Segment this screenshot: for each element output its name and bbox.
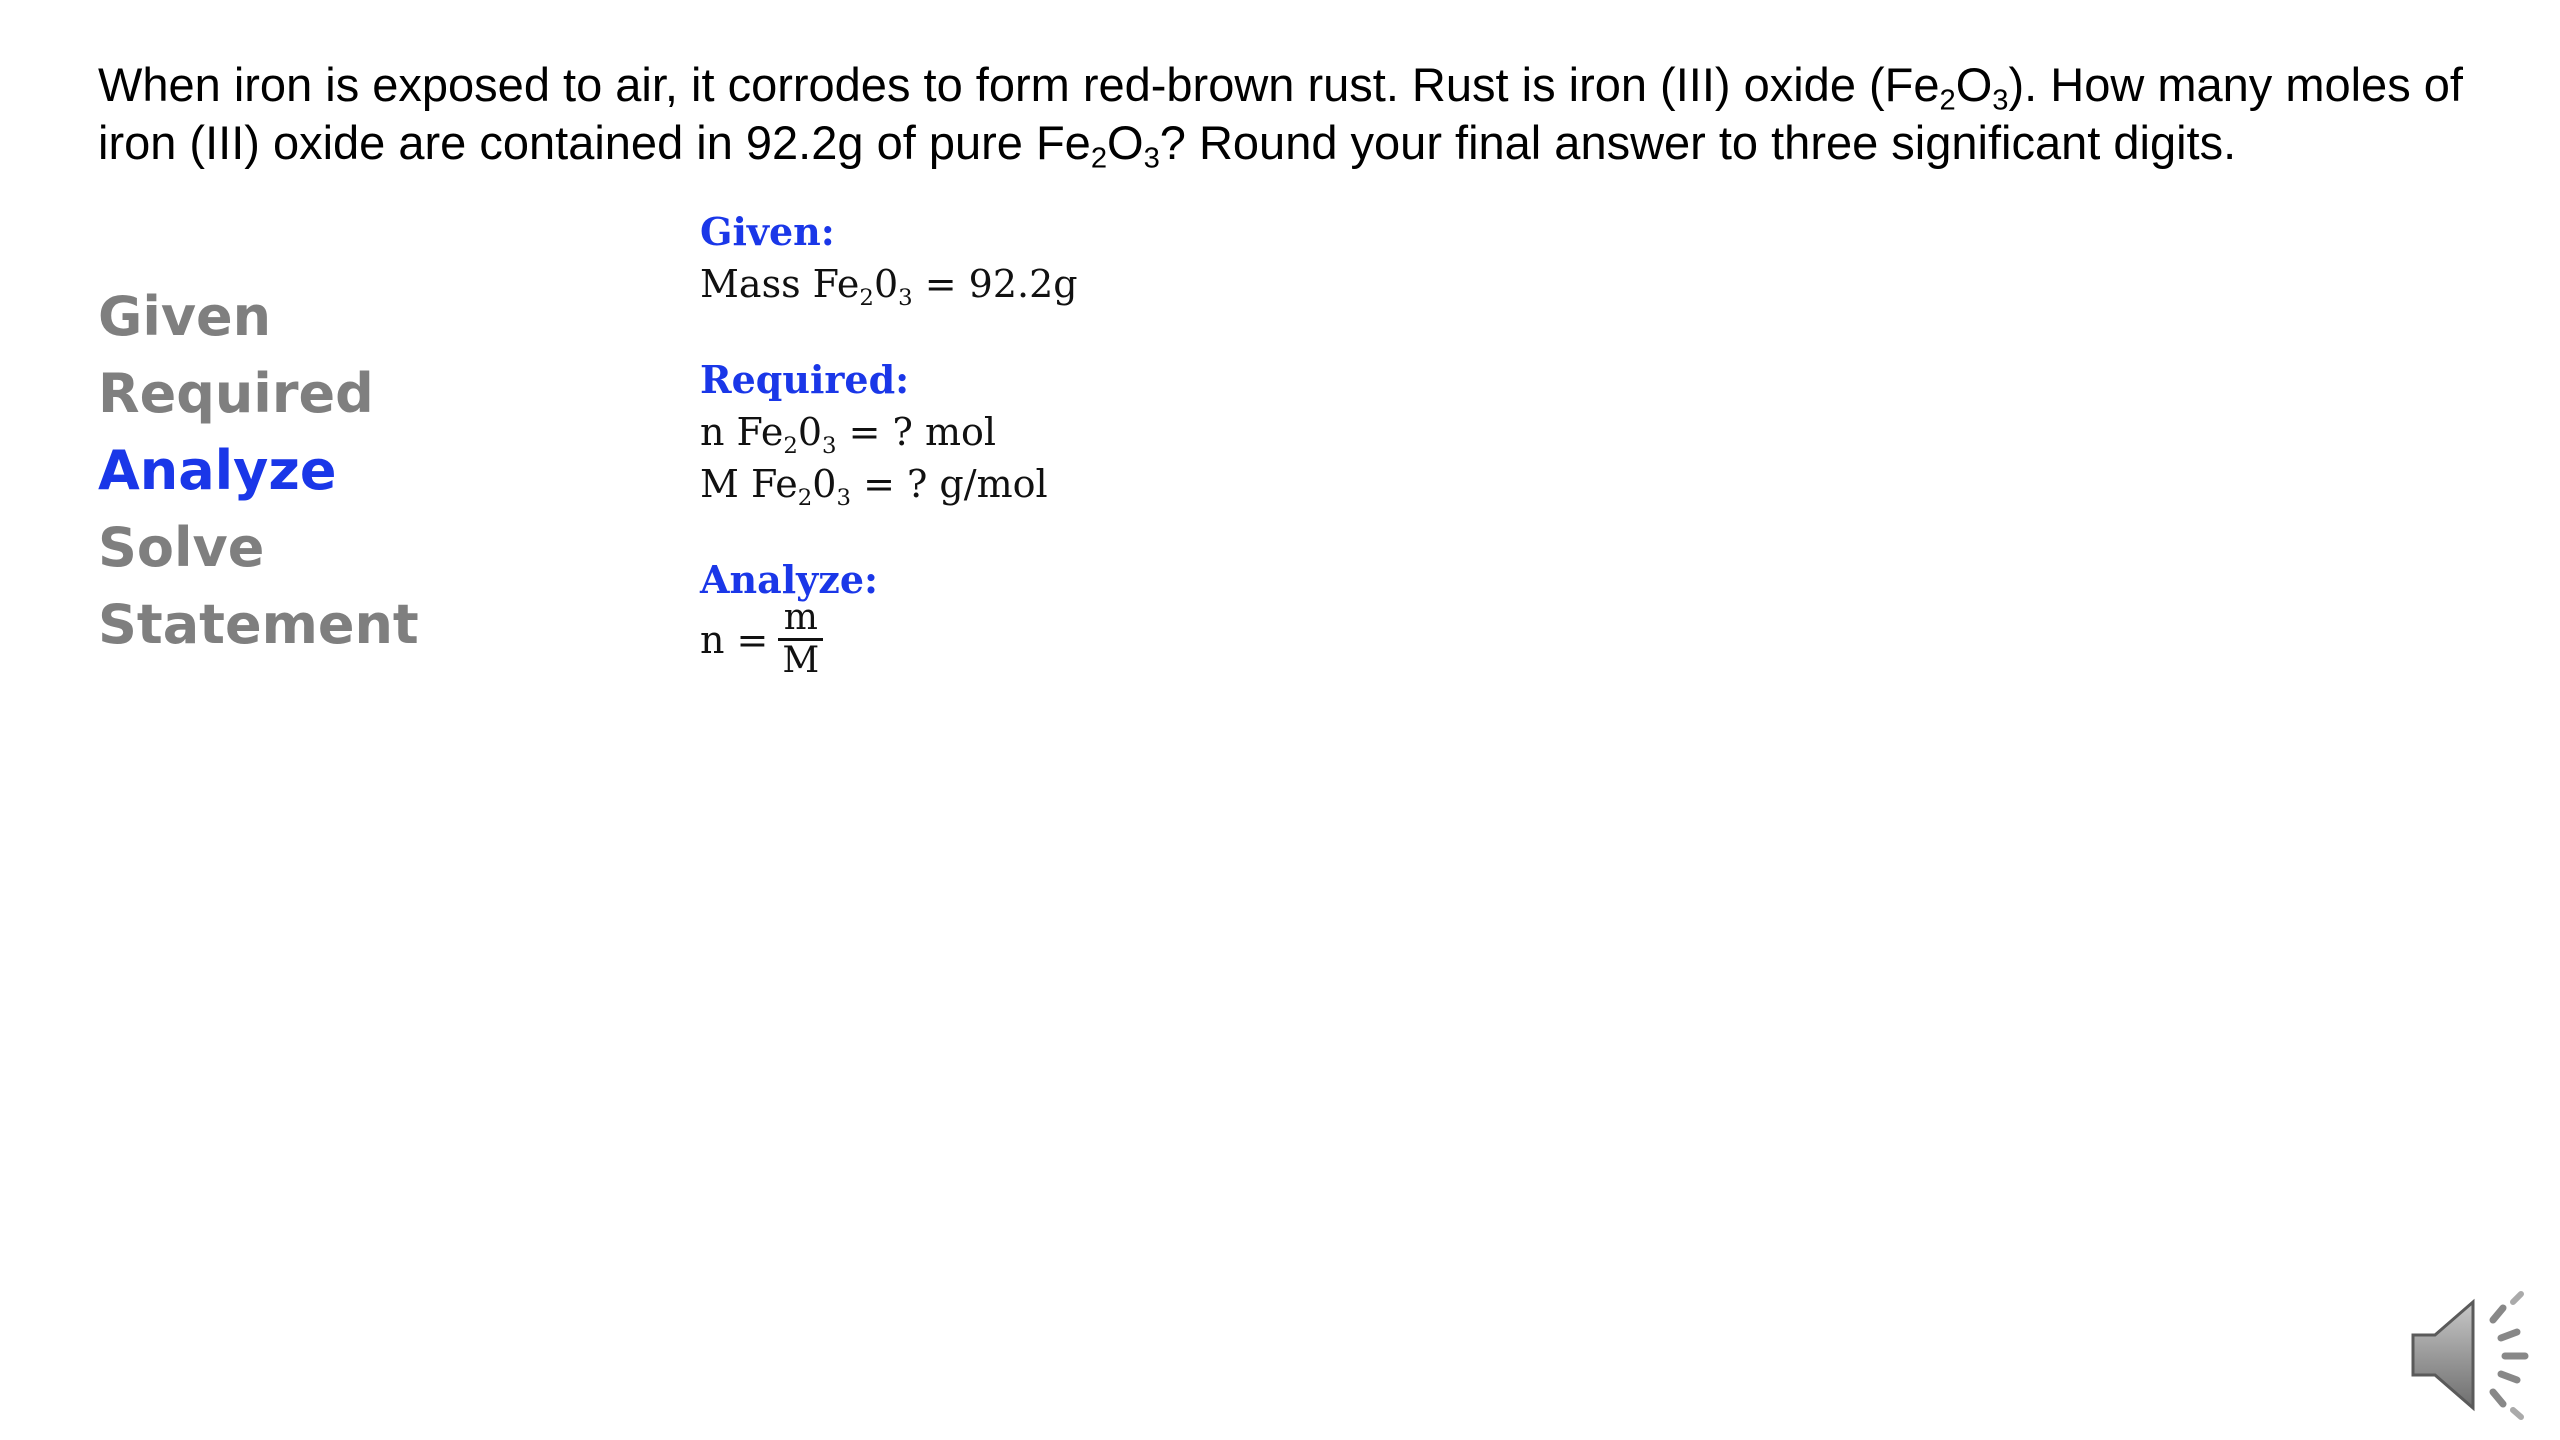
question-part: ). How many moles of iron (III) oxide are contained in 92.2g of pure Fe (98, 58, 2463, 169)
given-block (700, 206, 1078, 310)
subscript: 3 (822, 432, 837, 459)
text: M Fe (700, 462, 798, 506)
moles-formula (700, 598, 1078, 681)
text: 0 (812, 462, 837, 506)
formula-numerator: m (783, 597, 818, 638)
required-molar-mass-line (700, 458, 1078, 510)
question-part: ? Round your final answer to three significant digits. (1159, 116, 2237, 169)
formula-fraction (778, 598, 823, 681)
analyze-block (700, 554, 1078, 681)
speaker-audio-icon[interactable] (2405, 1290, 2545, 1420)
text: n Fe (700, 410, 784, 454)
question-part: O (1107, 116, 1144, 169)
required-moles-line (700, 406, 1078, 458)
question-part: When iron is exposed to air, it corrodes to form red-brown rust. Rust is iron (III) oxide (Fe (98, 58, 1940, 111)
subscript: 2 (1939, 84, 1956, 117)
question-part: O (1955, 58, 1993, 111)
step-statement: Statement (98, 593, 419, 656)
steps-list (98, 278, 419, 663)
question-text (98, 56, 2478, 175)
text: 0 (873, 262, 899, 306)
work-panel (700, 206, 1078, 725)
subscript: 3 (898, 284, 913, 311)
step-solve: Solve (98, 516, 265, 579)
step-analyze: Analyze (98, 439, 337, 502)
formula-lhs: n = (700, 617, 769, 662)
subscript: 3 (836, 484, 851, 511)
subscript: 2 (859, 284, 874, 311)
subscript: 3 (1143, 142, 1160, 175)
given-mass-line (700, 258, 1078, 310)
text: = ? g/mol (850, 462, 1048, 506)
text: = 92.2g (912, 262, 1078, 306)
given-heading: Given: (700, 209, 835, 254)
step-required: Required (98, 362, 374, 425)
subscript: 3 (1992, 84, 2009, 117)
required-heading: Required: (700, 357, 910, 402)
formula-denominator: M (782, 640, 820, 681)
subscript: 2 (1090, 142, 1108, 175)
text: = ? mol (836, 410, 997, 454)
required-block (700, 354, 1078, 510)
text: 0 (797, 410, 823, 454)
step-given: Given (98, 285, 272, 348)
analyze-heading: Analyze: (700, 557, 879, 602)
subscript: 2 (797, 484, 813, 511)
subscript: 2 (783, 432, 798, 459)
text: Mass Fe (700, 262, 860, 306)
